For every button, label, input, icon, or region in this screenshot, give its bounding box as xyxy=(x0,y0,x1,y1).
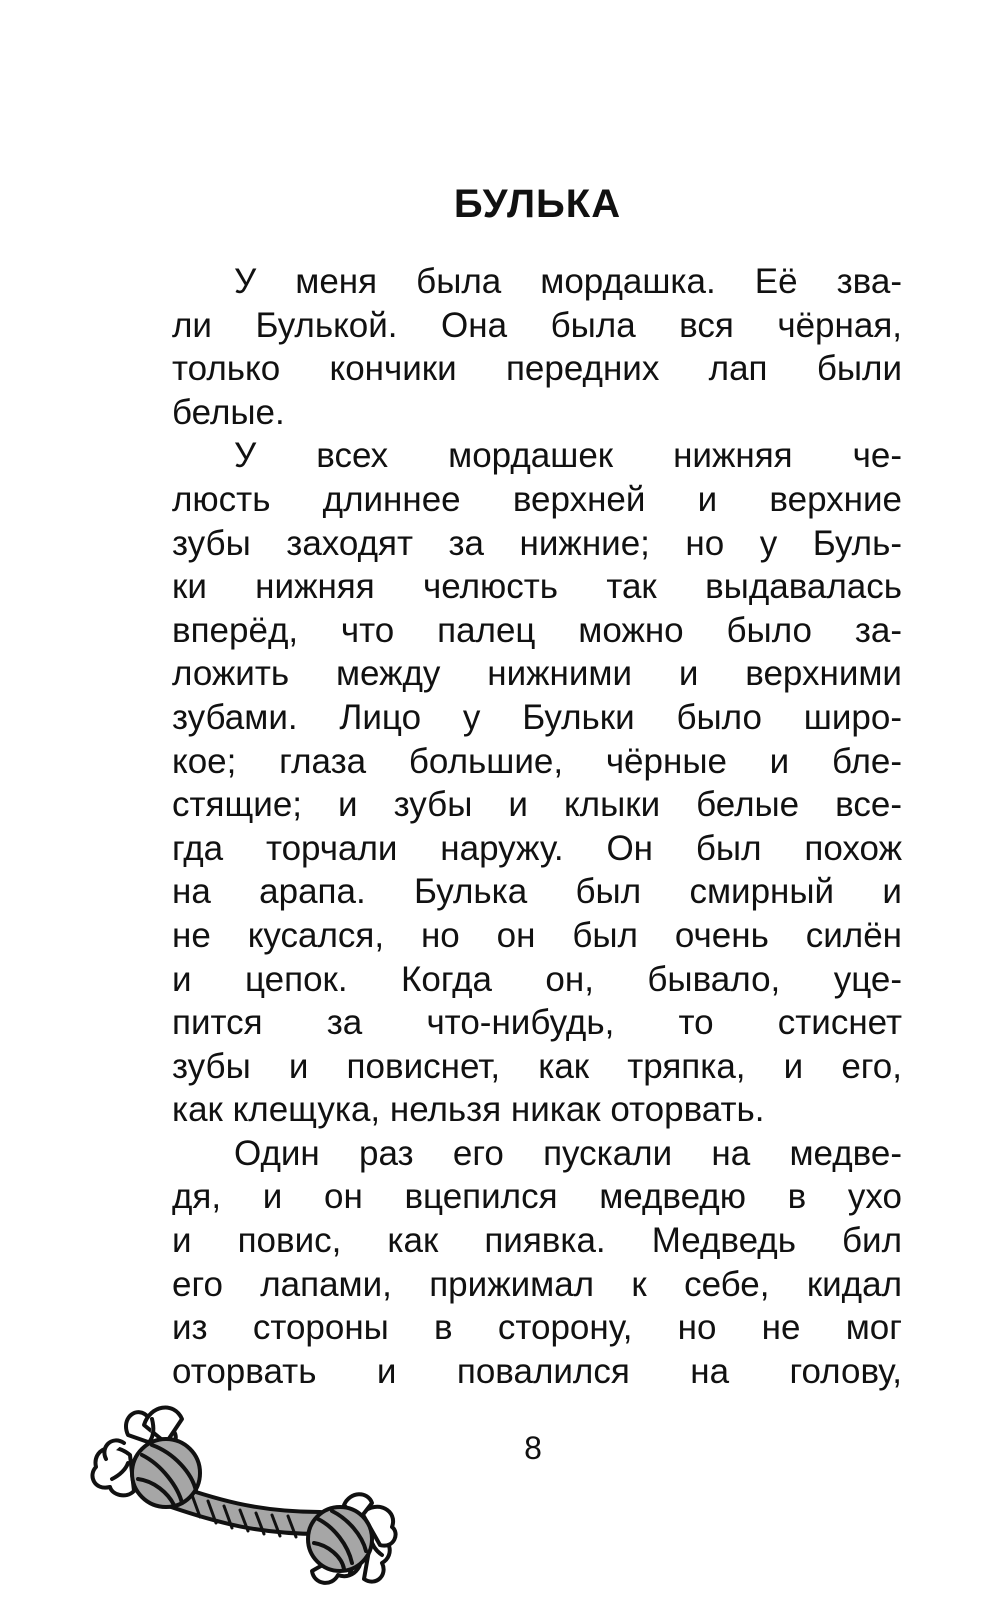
text-line: люсть длиннее верхней и верхние xyxy=(172,479,902,519)
text-line: У меня была мордашка. Её зва- xyxy=(234,262,902,301)
text-line: вперёд, что палец можно было за- xyxy=(172,610,902,650)
text-line: только кончики передних лап были xyxy=(172,349,902,389)
body-text xyxy=(172,260,902,1393)
text-line: зубами. Лицо у Бульки было широ- xyxy=(172,697,902,737)
text-line: на арапа. Булька был смирный и xyxy=(172,872,902,912)
text-line: дя, и он вцепился медведю в ухо xyxy=(172,1177,902,1217)
text-line: ли Булькой. Она была вся чёрная, xyxy=(172,305,902,345)
text-line: ложить между нижними и верхними xyxy=(172,654,902,694)
text-line: стящие; и зубы и клыки белые все- xyxy=(172,785,902,825)
text-line: гда торчали наружу. Он был похож xyxy=(172,828,902,868)
text-line: зубы и повиснет, как тряпка, и его, xyxy=(172,1046,902,1086)
rope-toy-icon xyxy=(82,1395,402,1590)
text-line: зубы заходят за нижние; но у Буль- xyxy=(172,523,902,563)
text-line: кое; глаза большие, чёрные и бле- xyxy=(172,741,902,781)
text-line: и цепок. Когда он, бывало, уце- xyxy=(172,959,902,999)
text-line: У всех мордашек нижняя че- xyxy=(234,436,902,476)
text-line: как клещука, нельзя никак оторвать. xyxy=(172,1090,765,1130)
page-title: БУЛЬКА xyxy=(453,182,622,226)
text-line: не кусался, но он был очень силён xyxy=(172,915,902,955)
text-line: Один раз его пускали на медве- xyxy=(234,1133,902,1173)
text-line: ки нижняя челюсть так выдавалась xyxy=(172,567,902,607)
text-line: пится за что-нибудь, то стиснет xyxy=(172,1003,902,1043)
text-line: белые. xyxy=(172,392,285,432)
page-number: 8 xyxy=(524,1430,542,1466)
text-line: и повис, как пиявка. Медведь бил xyxy=(172,1221,902,1261)
text-line: его лапами, прижимал к себе, кидал xyxy=(172,1264,902,1304)
text-line: из стороны в сторону, но не мог xyxy=(172,1308,902,1348)
text-line: оторвать и повалился на голову, xyxy=(172,1351,902,1391)
